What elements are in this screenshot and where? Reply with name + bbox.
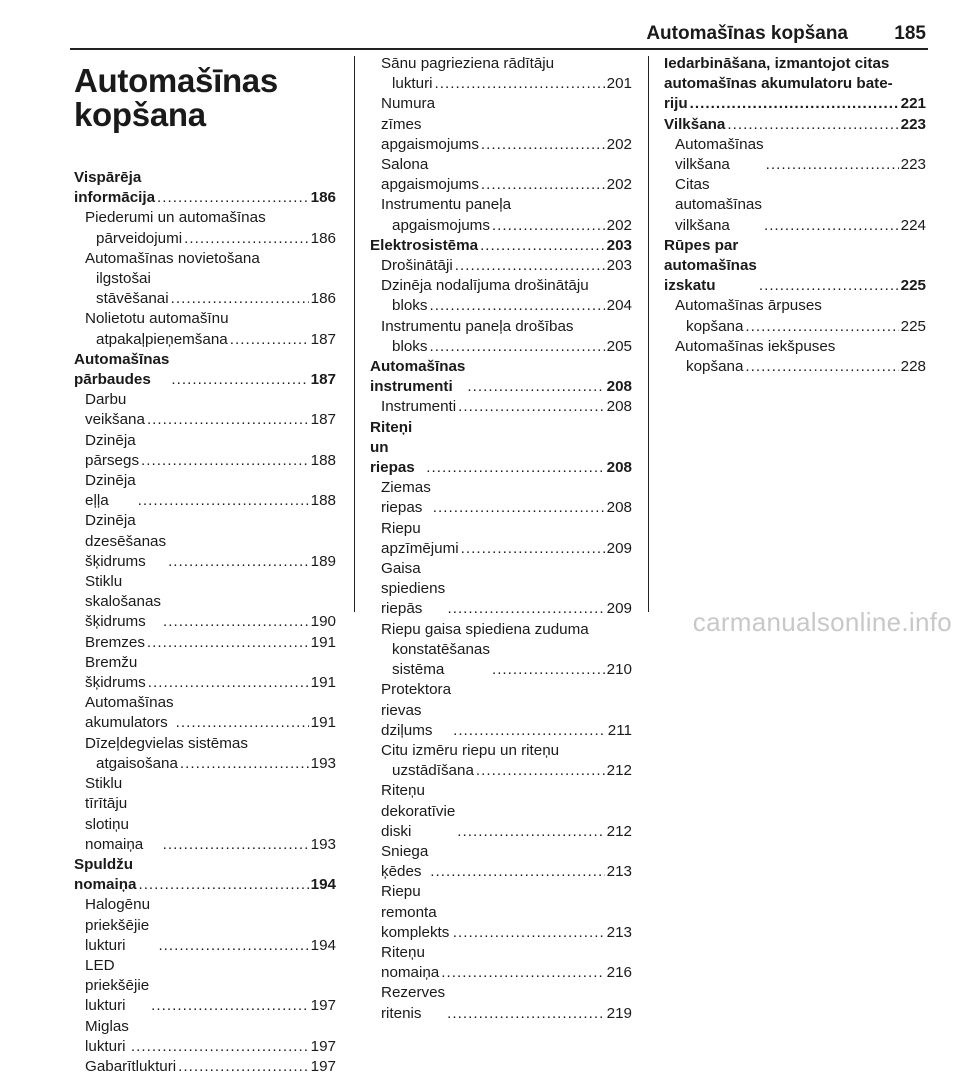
running-title: Automašīnas kopšana	[646, 23, 848, 44]
toc-sub-entry	[74, 1017, 336, 1057]
toc-sub-entry	[370, 620, 632, 681]
toc-list	[664, 54, 926, 377]
dot-leader	[727, 115, 898, 135]
toc-page-number: 221	[900, 95, 926, 113]
toc-page-number: 228	[900, 358, 926, 376]
dot-leader	[435, 74, 605, 94]
dot-leader	[458, 397, 605, 417]
dot-leader	[163, 612, 309, 632]
toc-sub-entry	[664, 175, 926, 236]
toc-entry-text: Citas automašīnas vilkšana	[675, 176, 762, 234]
toc-page-number: 208	[606, 398, 632, 416]
toc-entry-text: Gaisa spiediens riepās	[381, 560, 446, 618]
toc-entry-text: atpakaļpieņemšana	[96, 330, 228, 348]
toc-entry-text: Riteņu nomaiņa	[381, 943, 440, 982]
toc-entry-text: Automašīnas novietošana	[85, 249, 260, 267]
dot-leader	[430, 862, 604, 882]
dot-leader	[426, 458, 604, 478]
dot-leader	[441, 963, 604, 983]
toc-sub-entry	[664, 296, 926, 336]
toc-sub-entry	[370, 317, 632, 357]
dot-leader	[764, 216, 899, 236]
toc-entry-text: Stiklu tīrītāju slotiņu nomaiņa	[85, 775, 144, 853]
toc-sub-entry	[74, 249, 336, 310]
toc-entry-text: Vispārēja informācija	[74, 169, 156, 207]
toc-entry-text: Riepu gaisa spiediena zuduma	[381, 620, 589, 638]
toc-sub-entry	[370, 155, 632, 195]
dot-leader	[147, 410, 309, 430]
toc-page-number: 191	[310, 714, 336, 732]
toc-entry-text: Piederumi un automašīnas	[85, 209, 266, 227]
toc-entry-text: Vilkšana	[664, 115, 726, 133]
dot-leader	[455, 256, 605, 276]
toc-entry-row	[370, 74, 632, 94]
dot-leader	[447, 599, 604, 619]
toc-page-number: 209	[606, 600, 632, 618]
toc-page-number: 187	[310, 411, 336, 429]
toc-page-number: 197	[310, 997, 336, 1015]
toc-entry-text: Elektrosistēma	[370, 236, 479, 254]
toc-entry-text: Dzinēja pārsegs	[85, 431, 140, 469]
toc-entry-text: Riteņi un riepas	[370, 418, 415, 477]
toc-page-number: 208	[606, 499, 632, 517]
toc-page-number: 216	[606, 964, 632, 982]
toc-sub-entry	[370, 276, 632, 316]
toc-sub-entry	[74, 471, 336, 511]
toc-sub-entry	[74, 633, 336, 653]
toc-entry-text: Automašīnas ārpuses	[675, 297, 822, 315]
toc-sub-entry	[370, 781, 632, 842]
toc-section-entry	[664, 236, 926, 297]
toc-entry-row	[664, 317, 926, 337]
toc-section-entry	[370, 418, 632, 479]
dot-leader	[163, 835, 309, 855]
toc-entry-text: Bremzes	[85, 633, 145, 651]
toc-entry-text: Automašīnas iekšpuses	[675, 337, 836, 355]
dot-leader	[230, 330, 309, 350]
toc-entry-text: Instrumentu paneļa drošības	[381, 317, 574, 335]
toc-column-2	[370, 54, 632, 1024]
toc-section-entry	[74, 855, 336, 895]
toc-entry-text: Darbu veikšana	[85, 391, 145, 429]
toc-entry-text: atgaisošana	[96, 754, 178, 772]
toc-page-number: 203	[606, 257, 632, 275]
toc-entry-text: LED priekšējie lukturi	[85, 956, 150, 1015]
dot-leader	[171, 289, 309, 309]
toc-sub-entry	[74, 956, 336, 1017]
toc-sub-entry	[74, 653, 336, 693]
dot-leader	[158, 936, 308, 956]
toc-section-entry	[664, 115, 926, 135]
toc-entry-text: Protektora rievas dziļums	[381, 681, 452, 739]
dot-leader	[138, 875, 308, 895]
toc-entry-text: Automašīnas pārbaudes	[74, 350, 170, 389]
toc-sub-entry	[74, 208, 336, 248]
dot-leader	[157, 188, 309, 208]
toc-page-number: 187	[310, 330, 336, 348]
toc-entry-row	[370, 337, 632, 357]
toc-sub-entry	[370, 94, 632, 155]
dot-leader	[457, 822, 604, 842]
toc-page-number: 188	[310, 451, 336, 469]
toc-sub-entry	[74, 1057, 336, 1077]
toc-page-number: 191	[310, 633, 336, 651]
toc-entry-text: Sniega ķēdes	[381, 842, 429, 881]
toc-entry-text: Automašīnas instrumenti	[370, 358, 466, 396]
toc-page-number: 213	[606, 923, 632, 941]
dot-leader	[745, 357, 898, 377]
toc-sub-entry	[370, 519, 632, 559]
toc-section-entry	[664, 54, 926, 115]
dot-leader	[147, 633, 309, 653]
toc-page-number: 204	[606, 297, 632, 315]
toc-sub-entry	[74, 390, 336, 430]
toc-entry-row	[370, 640, 632, 680]
toc-entry-text: Riepu apzīmējumi	[381, 519, 459, 557]
page-header	[70, 0, 928, 50]
toc-page-number: 186	[310, 189, 336, 207]
toc-entry-text: Drošinātāji	[381, 257, 453, 275]
toc-section-entry	[74, 168, 336, 208]
dot-leader	[453, 923, 605, 943]
dot-leader	[151, 996, 309, 1016]
toc-sub-entry	[74, 572, 336, 633]
toc-page-number: 205	[606, 337, 632, 355]
toc-entry-text: Automašīnas vilkšana	[675, 135, 764, 174]
toc-page-number: 202	[606, 135, 632, 153]
dot-leader	[429, 296, 604, 316]
dot-leader	[480, 236, 605, 256]
toc-entry-text: Miglas lukturi	[85, 1017, 129, 1055]
dot-leader	[138, 491, 309, 511]
toc-entry-row	[74, 330, 336, 350]
dot-leader	[759, 276, 899, 296]
toc-entry-text: Dzinēja nodalījuma drošinātāju	[381, 277, 589, 295]
toc-entry-text: automašīnas akumulatoru bate-	[664, 75, 893, 93]
toc-entry-row	[370, 296, 632, 316]
toc-entry-text: Rūpes par automašīnas izskatu	[664, 236, 757, 295]
toc-entry-text: Halogēnu priekšējie lukturi	[85, 896, 151, 954]
toc-sub-entry	[74, 734, 336, 774]
toc-entry-row	[370, 761, 632, 781]
page-number: 185	[894, 23, 926, 44]
toc-sub-entry	[370, 195, 632, 235]
dot-leader	[433, 498, 605, 518]
toc-entry-text: kopšana	[686, 317, 744, 335]
toc-list	[74, 168, 336, 1077]
toc-page-number: 202	[606, 176, 632, 194]
toc-entry-row	[74, 269, 336, 309]
dot-leader	[492, 216, 605, 236]
toc-page-number: 219	[606, 1004, 632, 1022]
dot-leader	[429, 337, 604, 357]
toc-entry-text: Dzinēja eļļa	[85, 472, 136, 510]
dot-leader	[461, 539, 605, 559]
toc-page-number: 197	[310, 1037, 336, 1055]
toc-sub-entry	[370, 943, 632, 983]
toc-entry-text: uzstādīšana	[392, 762, 474, 780]
dot-leader	[178, 1057, 308, 1077]
toc-page-number: 189	[310, 552, 336, 570]
toc-entry-text: Instrumenti	[381, 398, 457, 416]
toc-entry-row	[370, 216, 632, 236]
toc-page-number: 223	[900, 156, 926, 174]
toc-sub-entry	[74, 309, 336, 349]
dot-leader	[168, 552, 309, 572]
dot-leader	[481, 135, 605, 155]
toc-page-number: 209	[606, 539, 632, 557]
toc-sub-entry	[370, 478, 632, 518]
dot-leader	[447, 1004, 605, 1024]
toc-page-number: 210	[606, 661, 632, 679]
dot-leader	[171, 370, 308, 390]
toc-entry-row	[74, 229, 336, 249]
toc-entry-text: Dīzeļdegvielas sistēmas	[85, 734, 248, 752]
toc-page-number: 193	[310, 835, 336, 853]
toc-sub-entry	[664, 135, 926, 175]
toc-entry-text: Stiklu skalošanas šķidrums	[85, 573, 161, 631]
dot-leader	[690, 94, 899, 114]
dot-leader	[148, 673, 309, 693]
toc-entry-text: bloks	[392, 297, 428, 315]
toc-sub-entry	[74, 693, 336, 733]
column-divider	[648, 56, 649, 612]
toc-page-number: 197	[310, 1057, 336, 1075]
toc-page-number: 191	[310, 674, 336, 692]
dot-leader	[141, 451, 309, 471]
toc-sub-entry	[370, 842, 632, 882]
toc-page-number: 186	[310, 290, 336, 308]
toc-sub-entry	[74, 774, 336, 855]
toc-entry-text: Numura zīmes apgaismojums	[381, 95, 479, 153]
dot-leader	[492, 660, 605, 680]
toc-entry-text: lukturi	[392, 75, 433, 93]
toc-sub-entry	[370, 882, 632, 943]
toc-entry-text: riju	[664, 95, 688, 113]
toc-entry-text: Instrumentu paneļa	[381, 196, 512, 214]
toc-entry-text: kopšana	[686, 358, 744, 376]
toc-entry-text: pārveidojumi	[96, 229, 183, 247]
column-divider	[354, 56, 355, 612]
dot-leader	[766, 155, 899, 175]
toc-entry-text: Gabarītlukturi	[85, 1057, 177, 1075]
dot-leader	[467, 377, 604, 397]
toc-sub-entry	[74, 511, 336, 572]
watermark: carmanualsonline.info	[692, 607, 952, 637]
toc-page-number: 208	[606, 378, 632, 396]
toc-page-number: 193	[310, 754, 336, 772]
toc-entry-text: Rezerves ritenis	[381, 984, 446, 1022]
toc-page-number: 213	[606, 863, 632, 881]
toc-sub-entry	[74, 431, 336, 471]
toc-entry-row	[664, 357, 926, 377]
toc-entry-text: Riteņu dekoratīvie diski	[381, 782, 456, 840]
toc-page-number: 211	[607, 721, 632, 739]
toc-entry-text: Bremžu šķidrums	[85, 653, 146, 692]
dot-leader	[453, 721, 606, 741]
dot-leader	[184, 229, 309, 249]
toc-entry-text: Iedarbināšana, izmantojot citas	[664, 55, 890, 72]
toc-page-number: 212	[606, 822, 632, 840]
toc-list	[370, 54, 632, 1024]
toc-sub-entry	[74, 895, 336, 956]
header-rule	[70, 48, 928, 50]
toc-entry-row	[664, 94, 926, 114]
toc-sub-entry	[370, 983, 632, 1023]
toc-page-number: 194	[310, 936, 336, 954]
toc-sub-entry	[370, 54, 632, 94]
toc-section-entry	[370, 357, 632, 397]
toc-sub-entry	[370, 680, 632, 741]
toc-section-entry	[370, 236, 632, 256]
toc-entry-text: apgaismojums	[392, 216, 490, 234]
toc-entry-text: Dzinēja dzesēšanas šķidrums	[85, 512, 167, 570]
toc-sub-entry	[370, 256, 632, 276]
dot-leader	[176, 713, 309, 733]
toc-page-number: 225	[900, 317, 926, 335]
toc-entry-text: ilgstošai stāvēšanai	[96, 270, 169, 308]
dot-leader	[180, 754, 309, 774]
toc-page-number: 203	[606, 236, 632, 254]
toc-entry-text: bloks	[392, 337, 428, 355]
dot-leader	[131, 1037, 309, 1057]
toc-page-number: 201	[606, 75, 632, 93]
toc-page-number: 223	[900, 115, 926, 133]
toc-page-number: 224	[900, 216, 926, 234]
dot-leader	[481, 175, 605, 195]
toc-page-number: 186	[310, 229, 336, 247]
toc-entry-text: Citu izmēru riepu un riteņu	[381, 741, 560, 759]
toc-entry-text: Automašīnas akumulators	[85, 694, 174, 732]
toc-sub-entry	[370, 741, 632, 781]
toc-page-number: 202	[606, 216, 632, 234]
toc-page-number: 194	[310, 876, 336, 894]
dot-leader	[745, 317, 898, 337]
toc-column-3	[664, 54, 926, 377]
toc-section-entry	[74, 350, 336, 390]
chapter-title: Automašīnas kopšana	[74, 62, 278, 133]
toc-entry-text: Sānu pagrieziena rādītāju	[381, 55, 555, 72]
toc-page-number: 190	[310, 613, 336, 631]
toc-page-number: 208	[606, 459, 632, 477]
toc-entry-text: Nolietotu automašīnu	[85, 310, 229, 328]
toc-entry-text: Riepu remonta komplekts	[381, 883, 450, 941]
toc-entry-row	[74, 754, 336, 774]
toc-entry-text: Salona apgaismojums	[381, 156, 479, 194]
dot-leader	[476, 761, 605, 781]
toc-entry-text: Spuldžu nomaiņa	[74, 855, 137, 894]
toc-sub-entry	[370, 397, 632, 417]
toc-sub-entry	[664, 337, 926, 377]
toc-page-number: 225	[900, 277, 926, 295]
toc-entry-text: Ziemas riepas	[381, 479, 431, 517]
toc-column-1	[74, 54, 336, 1077]
toc-sub-entry	[370, 559, 632, 620]
toc-entry-text: konstatēšanas sistēma	[392, 640, 490, 679]
toc-page-number: 188	[310, 492, 336, 510]
toc-page-number: 187	[310, 371, 336, 389]
toc-page-number: 212	[606, 762, 632, 780]
